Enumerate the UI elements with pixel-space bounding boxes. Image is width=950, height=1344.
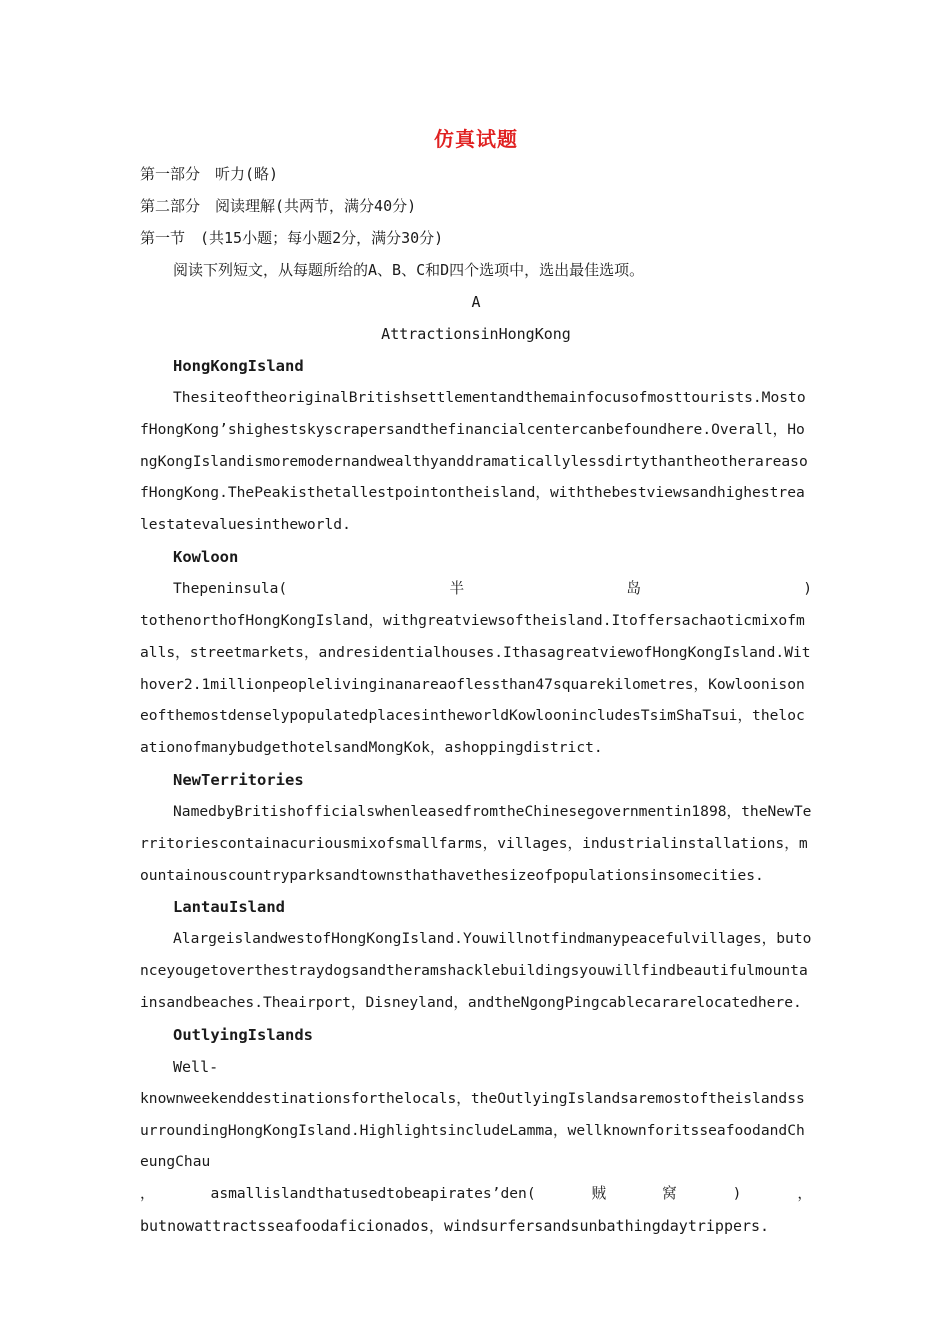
section-body-outlying-islands: knownweekenddestinationsforthelocals，theOutlyingIslandsaremostoftheislandssurroundingHongKongIsland.HighlightsincludeLamma，wellknownforitsseafoodandCheungChau <box>140 1089 805 1171</box>
passage-letter: A <box>471 293 481 311</box>
passage-title: AttractionsinHongKong <box>381 325 571 343</box>
outlying-wide-line-part: asmallislandthatusedtobeapirates’den( <box>210 1185 536 1203</box>
outlying-wide-line-part: 贼 <box>591 1185 607 1203</box>
part-two-reading: 第二部分 阅读理解(共两节，满分40分) <box>140 197 417 215</box>
section-body-lantau-island: AlargeislandwestofHongKongIsland.Youwillnotfindmanypeacefulvillages，butonceyougetoverthestraydogsandtheramshacklebuildingsyouwillfindbeautifulmountainsandbeaches.Theairport，Disneyland，andtheNgongPingcablecararelocatedhere. <box>140 930 812 1011</box>
outlying-last-line: butnowattractsseafoodaficionados，windsurfersandsunbathingdaytrippers. <box>140 1217 770 1236</box>
section-heading-outlying-islands: OutlyingIslands <box>173 1025 313 1044</box>
instruction-text: 阅读下列短文，从每题所给的A、B、C和D四个选项中，选出最佳选项。 <box>173 261 645 279</box>
kowloon-first-line-part: Thepeninsula( <box>173 579 288 597</box>
section-heading-kowloon: Kowloon <box>173 547 239 566</box>
section-body-hongkong-island: ThesiteoftheoriginalBritishsettlementandthemainfocusofmosttourists.MostofHongKong’shighestskyscrapersandthefinancialcentercanbefoundhere.Overall，HongKongIslandismoremodernandwealthyanddramaticallylessdirtythantheotherareasofHongKong.ThePeakisthetallestpointontheisland，withthebestviewsandhighestrealestatevaluesintheworld. <box>140 389 808 534</box>
document-page <box>140 120 812 1242</box>
section-heading-new-territories: NewTerritories <box>173 770 304 789</box>
section-heading-lantau-island: LantauIsland <box>173 898 285 917</box>
outlying-wide-line-part: ， <box>797 1185 812 1203</box>
page-title: 仿真试题 <box>434 127 518 151</box>
section-body-new-territories: NamedbyBritishofficialswhenleasedfromtheChinesegovernmentin1898，theNewTerritoriescontainacuriousmixofsmallfarms，villages，industrialinstallations，mountainouscountryparksandtownsthathavethesizeofpopulationsinsomecities. <box>140 802 812 884</box>
outlying-wide-line-part: ， <box>140 1185 155 1203</box>
section-body-kowloon: tothenorthofHongKongIsland，withgreatviewsoftheisland.Itoffersachaoticmixofmalls，streetmarkets，andresidentialhouses.IthasagreatviewofHongKongIsland.Withover2.1millionpeoplelivinginanareaoflessthan47squarekilometres，KowloonisoneofthemostdenselypopulatedplacesintheworldKowloonincludesTsimShaTsui，thelocationofmanybudgethotelsandMongKok，ashoppingdistrict. <box>140 611 811 757</box>
kowloon-first-line-part: 半 <box>449 579 465 597</box>
section-heading-hongkong-island: HongKongIsland <box>173 357 304 375</box>
kowloon-first-line-part: ) <box>803 579 812 597</box>
outlying-wide-line-part: ) <box>732 1185 742 1203</box>
kowloon-first-line-part: 岛 <box>626 579 641 597</box>
part-one-listening: 第一部分 听力(略) <box>140 165 279 183</box>
outlying-wide-line <box>140 1178 812 1210</box>
outlying-first-word: Well- <box>173 1057 219 1076</box>
outlying-wide-line-part: 窝 <box>662 1185 677 1203</box>
section-one-label: 第一节 (共15小题；每小题2分，满分30分) <box>140 229 444 247</box>
kowloon-first-line <box>140 573 812 605</box>
